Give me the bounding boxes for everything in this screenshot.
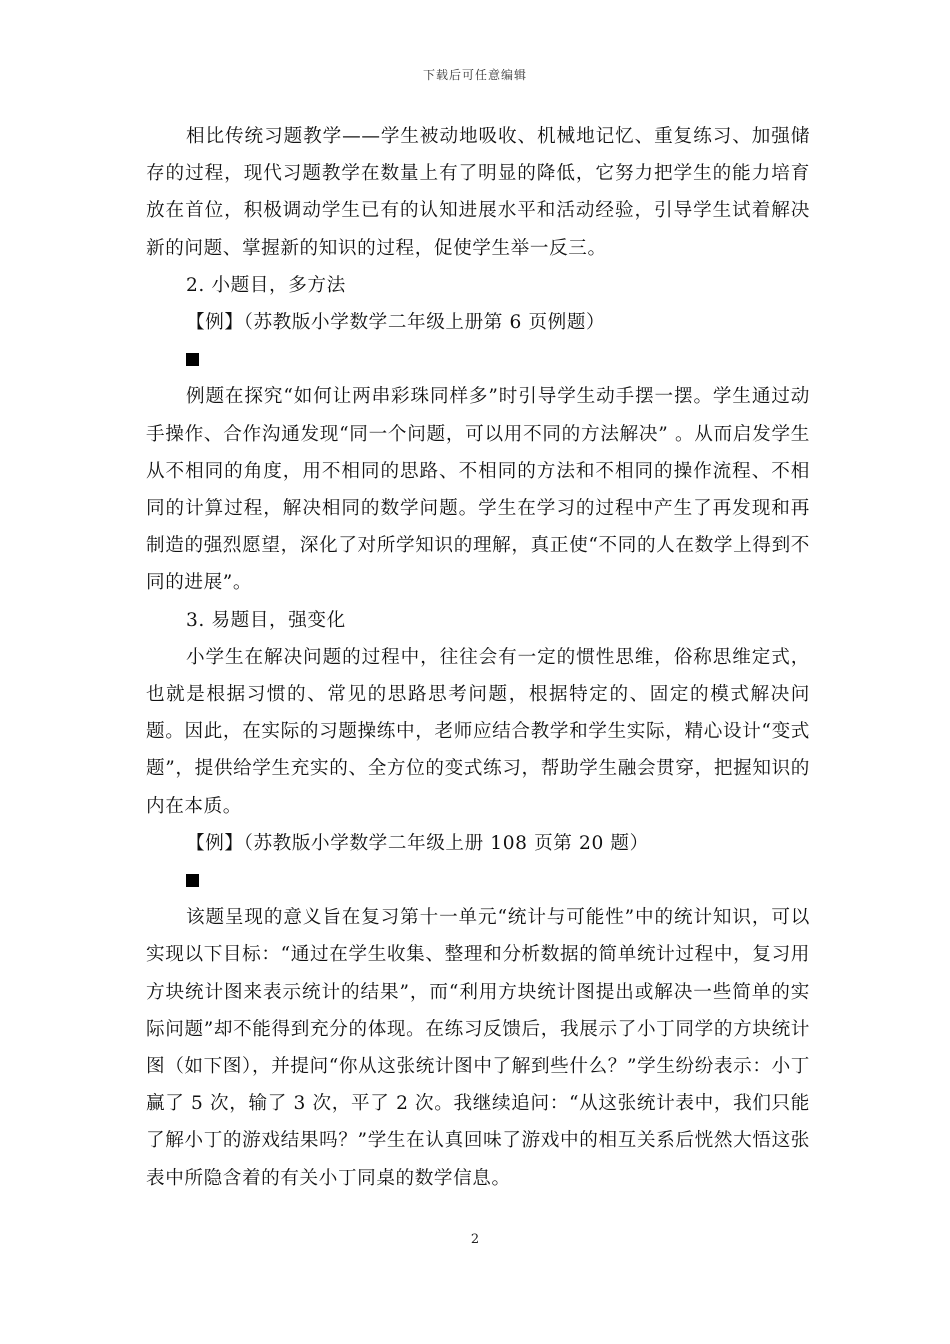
example-figure-placeholder-2: [146, 862, 810, 899]
black-square-icon: [186, 353, 199, 366]
page-number: 2: [470, 1232, 480, 1247]
document-body: [146, 118, 810, 1197]
example-figure-placeholder-1: [146, 341, 810, 378]
black-square-icon: [186, 874, 199, 887]
section-heading-2: 2. 小题目，多方法: [186, 274, 346, 296]
section-heading-3: 3. 易题目，强变化: [186, 609, 346, 631]
page-header: 下载后可任意编辑: [422, 68, 527, 82]
paragraph-variation: 小学生在解决问题的过程中，往往会有一定的惯性思维，俗称思维定式，也就是根据习惯的、常见的思路思考问题，根据特定的、固定的模式解决问题。因此，在实际的习题操练中，老师应结合教学和学生实际，精心设计“变式题”，提供给学生充实的、全方位的变式练习，帮助学生融会贯穿，把握知识的内在本质。: [146, 646, 810, 817]
paragraph-example-1: 例题在探究“如何让两串彩珠同样多”时引导学生动手摆一摆。学生通过动手操作、合作沟通发现“同一个问题，可以用不同的方法解决” 。从而启发学生从不相同的角度，用不相同的思路、不相同的方法和不相同的操作流程、不相同的计算过程，解决相同的数学问题。学生在学习的过程中产生了再发现和再制造的强烈愿望，深化了对所学知识的理解，真正使“不同的人在数学上得到不同的进展”。: [146, 386, 810, 594]
example-label-1: 【例】（苏教版小学数学二年级上册第 6 页例题）: [186, 312, 606, 334]
example-label-2: 【例】（苏教版小学数学二年级上册 108 页第 20 题）: [186, 832, 649, 854]
paragraph-intro: 相比传统习题教学——学生被动地吸收、机械地记忆、重复练习、加强储存的过程，现代习题教学在数量上有了明显的降低，它努力把学生的能力培育放在首位，积极调动学生已有的认知进展水平和活动经验，引导学生试着解决新的问题、掌握新的知识的过程，促使学生举一反三。: [146, 126, 810, 259]
paragraph-example-2: 该题呈现的意义旨在复习第十一单元“统计与可能性”中的统计知识，可以实现以下目标：“通过在学生收集、整理和分析数据的简单统计过程中，复习用方块统计图来表示统计的结果”，而“利用方块统计图提出或解决一些简单的实际问题”却不能得到充分的体现。在练习反馈后，我展示了小丁同学的方块统计图（如下图），并提问“你从这张统计图中了解到些什么？”学生纷纷表示：小丁赢了 5 次，输了 3 次，平了 2 次。我继续追问：“从这张统计表中，我们只能了解小丁的游戏结果吗？”学生在认真回味了游戏中的相互关系后恍然大悟这张表中所隐含着的有关小丁同桌的数学信息。: [146, 907, 810, 1189]
